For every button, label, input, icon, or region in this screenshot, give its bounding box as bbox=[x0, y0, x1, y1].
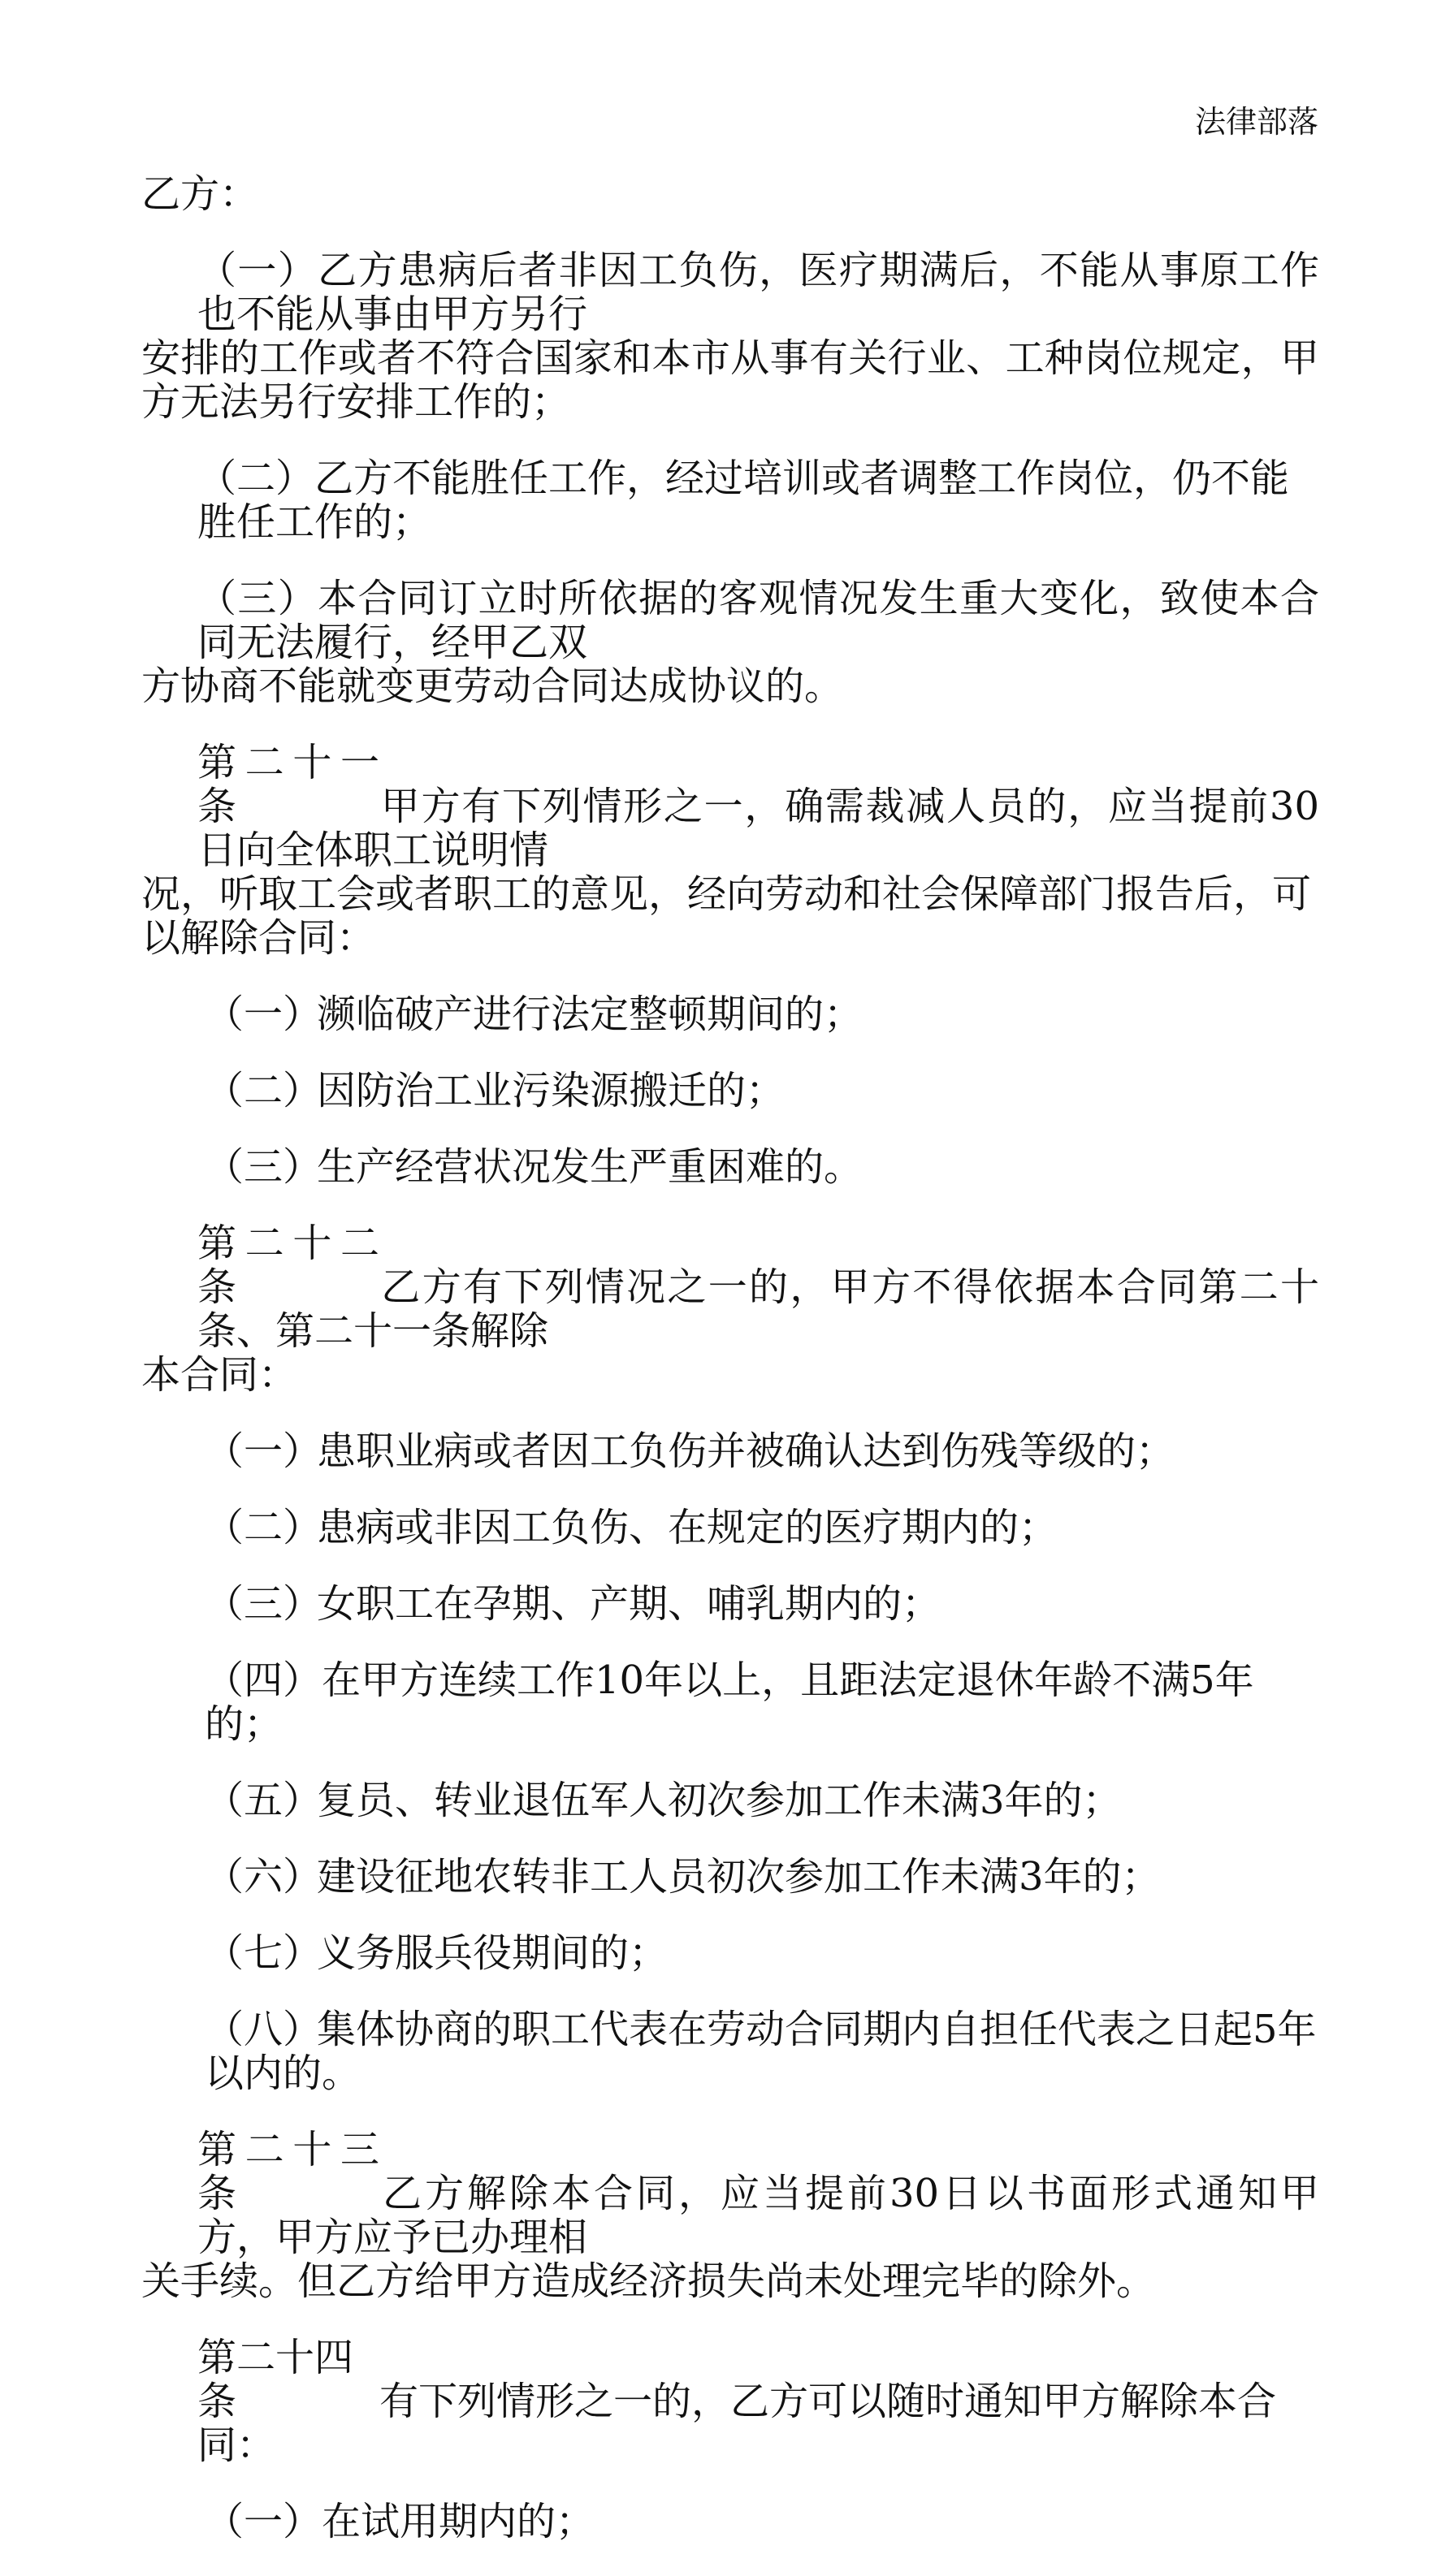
clause-1 bbox=[141, 249, 1319, 424]
article-21-line-2: 况，听取工会或者职工的意见，经向劳动和社会保障部门报告后，可以解除合同： bbox=[141, 871, 1312, 961]
item-text: 女职工在孕期、产期、哺乳期内的； bbox=[317, 1581, 941, 1627]
article-number: 第二十三条 bbox=[197, 2127, 379, 2216]
article-24-item-paragraph bbox=[141, 2500, 1319, 2544]
item-text: 因防治工业污染源搬迁的； bbox=[317, 1068, 786, 1113]
document-body bbox=[141, 172, 1319, 2576]
article-number: 第二十四条 bbox=[197, 2335, 354, 2424]
list-item-paragraph bbox=[141, 1855, 1319, 1899]
party-b-label: 乙方： bbox=[141, 171, 259, 217]
item-number: （四） bbox=[205, 1658, 322, 1703]
item-number: （一） bbox=[205, 1428, 322, 1474]
list-item bbox=[141, 1506, 1319, 1549]
party-b-paragraph bbox=[141, 172, 1319, 216]
article-number: 第二十二条 bbox=[197, 1221, 379, 1310]
item-text: 生产经营状况发生严重困难的。 bbox=[317, 1144, 864, 1190]
list-item bbox=[141, 1069, 1319, 1113]
article-24-item-1: （一）在试用期内的； bbox=[205, 2499, 595, 2544]
article-23 bbox=[141, 2128, 1319, 2303]
list-item-paragraph bbox=[141, 1658, 1319, 1746]
item-number: （二） bbox=[205, 1068, 322, 1113]
article-21 bbox=[141, 741, 1319, 960]
clause-1-line-1: （一）乙方患病后者非因工负伤，医疗期满后，不能从事原工作也不能从事由甲方另行 bbox=[197, 248, 1319, 337]
list-item-paragraph bbox=[141, 1931, 1319, 1975]
item-text: 建设征地农转非工人员初次参加工作未满3年的； bbox=[317, 1854, 1161, 1900]
article-23-line-1 bbox=[141, 2128, 1319, 2259]
article-text: 乙方解除本合同，应当提前30日以书面形式通知甲方，甲方应予已办理相 bbox=[197, 2171, 1319, 2260]
article-22-line-1 bbox=[141, 1221, 1319, 1353]
article-text: 甲方有下列情形之一，确需裁减人员的，应当提前30日向全体职工说明情 bbox=[197, 784, 1319, 873]
item-text: 在甲方连续工作10年以上，且距法定退休年龄不满5年的； bbox=[205, 1658, 1254, 1747]
article-text: 有下列情形之一的，乙方可以随时通知甲方解除本合同： bbox=[197, 2379, 1277, 2468]
article-24-line bbox=[141, 2336, 1319, 2467]
item-number: （八） bbox=[205, 2007, 322, 2052]
clause-3-line-2: 方协商不能就变更劳动合同达成协议的。 bbox=[141, 663, 844, 709]
clause-3-line-1: （三）本合同订立时所依据的客观情况发生重大变化，致使本合同无法履行，经甲乙双 bbox=[197, 576, 1319, 665]
clause-1-line-2: 安排的工作或者不符合国家和本市从事有关行业、工种岗位规定，甲方无法另行安排工作的； bbox=[141, 335, 1319, 425]
item-text: 集体协商的职工代表在劳动合同期内自担任代表之日起5年以内的。 bbox=[205, 2007, 1317, 2096]
clause-2-paragraph bbox=[141, 456, 1319, 544]
item-number: （五） bbox=[205, 1778, 322, 1823]
article-23-line-2: 关手续。但乙方给甲方造成经济损失尚未处理完毕的除外。 bbox=[141, 2258, 1156, 2304]
item-number: （三） bbox=[205, 1144, 322, 1190]
list-item-paragraph bbox=[141, 1506, 1319, 1549]
article-22 bbox=[141, 1221, 1319, 1397]
article-21-line-1 bbox=[141, 741, 1319, 872]
list-item bbox=[141, 1658, 1319, 1746]
item-text: 濒临破产进行法定整顿期间的； bbox=[317, 992, 864, 1037]
article-22-line-2: 本合同： bbox=[141, 1352, 298, 1398]
list-item bbox=[141, 1779, 1319, 1822]
item-text: 患病或非因工负伤、在规定的医疗期内的； bbox=[317, 1505, 1058, 1550]
list-item-paragraph bbox=[141, 1582, 1319, 1626]
list-item bbox=[141, 1429, 1319, 1473]
list-item-paragraph bbox=[141, 1779, 1319, 1822]
list-item-paragraph bbox=[141, 992, 1319, 1036]
clause-2: （二）乙方不能胜任工作，经过培训或者调整工作岗位，仍不能胜任工作的； bbox=[197, 456, 1290, 545]
list-item bbox=[141, 1931, 1319, 1975]
item-text: 复员、转业退伍军人初次参加工作未满3年的； bbox=[317, 1778, 1122, 1823]
article-24 bbox=[141, 2336, 1319, 2467]
list-item-paragraph bbox=[141, 1069, 1319, 1113]
list-item bbox=[141, 992, 1319, 1036]
item-number: （七） bbox=[205, 1930, 322, 1976]
list-item bbox=[141, 1855, 1319, 1899]
list-item bbox=[141, 2008, 1319, 2095]
article-number: 第二十一条 bbox=[197, 740, 379, 829]
item-number: （一） bbox=[205, 992, 322, 1037]
list-item-paragraph bbox=[141, 2008, 1319, 2095]
page-header-label: 法律部落 bbox=[1194, 104, 1318, 140]
list-item-paragraph bbox=[141, 1145, 1319, 1189]
item-text: 义务服兵役期间的； bbox=[317, 1930, 669, 1976]
article-text: 乙方有下列情况之一的，甲方不得依据本合同第二十条、第二十一条解除 bbox=[197, 1264, 1319, 1354]
item-number: （六） bbox=[205, 1854, 322, 1900]
clause-3 bbox=[141, 577, 1319, 708]
item-number: （二） bbox=[205, 1505, 322, 1550]
list-item bbox=[141, 1582, 1319, 1626]
list-item bbox=[141, 1145, 1319, 1189]
item-number: （三） bbox=[205, 1581, 322, 1627]
item-text: 患职业病或者因工负伤并被确认达到伤残等级的； bbox=[317, 1428, 1175, 1474]
list-item-paragraph bbox=[141, 1429, 1319, 1473]
